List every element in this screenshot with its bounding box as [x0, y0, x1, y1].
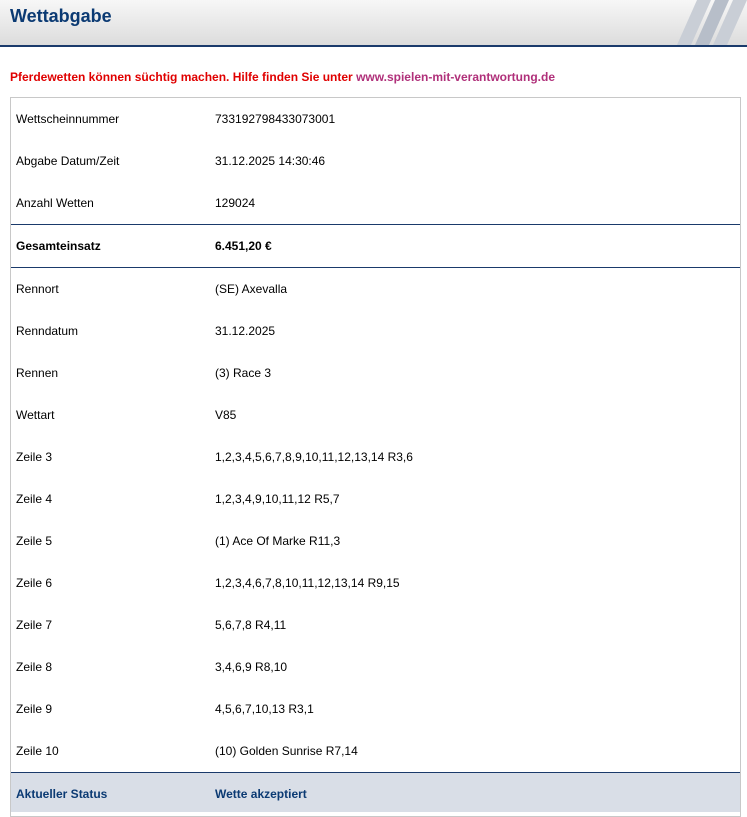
row-submission-datetime: [11, 140, 740, 182]
row-value: 1,2,3,4,5,6,7,8,9,10,11,12,13,14 R3,6: [215, 450, 413, 464]
row-label: Zeile 4: [16, 492, 53, 506]
row-label: Zeile 9: [16, 702, 53, 716]
row-label: Wettart: [16, 408, 55, 422]
row-line-3: [11, 436, 740, 478]
status-label: Aktueller Status: [16, 787, 108, 801]
bet-details-panel: [10, 97, 741, 817]
row-label: Gesamteinsatz: [16, 239, 101, 253]
row-race-venue: [11, 268, 740, 310]
row-bet-count: [11, 182, 740, 224]
row-value: (3) Race 3: [215, 366, 272, 380]
row-label: Abgabe Datum/Zeit: [16, 154, 120, 168]
row-value: (10) Golden Sunrise R7,14: [215, 744, 358, 758]
row-label: Zeile 7: [16, 618, 53, 632]
row-label: Renndatum: [16, 324, 79, 338]
row-value: 31.12.2025 14:30:46: [215, 154, 326, 168]
page-title: Wettabgabe: [10, 6, 112, 26]
row-race-date: [11, 310, 740, 352]
responsibility-link[interactable]: www.spielen-mit-verantwortung.de: [356, 70, 555, 84]
gambling-warning: [10, 70, 555, 84]
row-label: Zeile 6: [16, 576, 53, 590]
row-value: V85: [215, 408, 237, 422]
row-line-10: [11, 730, 740, 772]
warning-text: Pferdewetten können süchtig machen. Hilfe finden Sie unter: [10, 70, 353, 84]
row-label: Rennort: [16, 282, 59, 296]
page-header: [0, 0, 747, 47]
row-value: 3,4,6,9 R8,10: [215, 660, 288, 674]
row-total-stake: [11, 224, 740, 268]
status-value: Wette akzeptiert: [215, 787, 307, 801]
row-value: 1,2,3,4,6,7,8,10,11,12,13,14 R9,15: [215, 576, 400, 590]
row-value: (1) Ace Of Marke R11,3: [215, 534, 341, 548]
row-value: 31.12.2025: [215, 324, 276, 338]
row-value: 5,6,7,8 R4,11: [215, 618, 287, 632]
row-race: [11, 352, 740, 394]
row-ticket-number: [11, 98, 740, 140]
row-label: Rennen: [16, 366, 59, 380]
header-stripes-logo: [657, 0, 747, 45]
row-line-7: [11, 604, 740, 646]
row-line-6: [11, 562, 740, 604]
row-value: (SE) Axevalla: [215, 282, 288, 296]
row-label: Anzahl Wetten: [16, 196, 94, 210]
row-bet-type: [11, 394, 740, 436]
row-value: 733192798433073001: [215, 112, 336, 126]
row-value: 4,5,6,7,10,13 R3,1: [215, 702, 314, 716]
row-label: Zeile 8: [16, 660, 53, 674]
row-label: Wettscheinnummer: [16, 112, 120, 126]
row-line-5: [11, 520, 740, 562]
row-value: 129024: [215, 196, 256, 210]
row-label: Zeile 5: [16, 534, 53, 548]
row-line-4: [11, 478, 740, 520]
row-line-9: [11, 688, 740, 730]
row-line-8: [11, 646, 740, 688]
row-value: 1,2,3,4,9,10,11,12 R5,7: [215, 492, 340, 506]
row-current-status: [11, 772, 740, 812]
row-label: Zeile 3: [16, 450, 53, 464]
row-label: Zeile 10: [16, 744, 59, 758]
row-value: 6.451,20 €: [215, 239, 272, 253]
